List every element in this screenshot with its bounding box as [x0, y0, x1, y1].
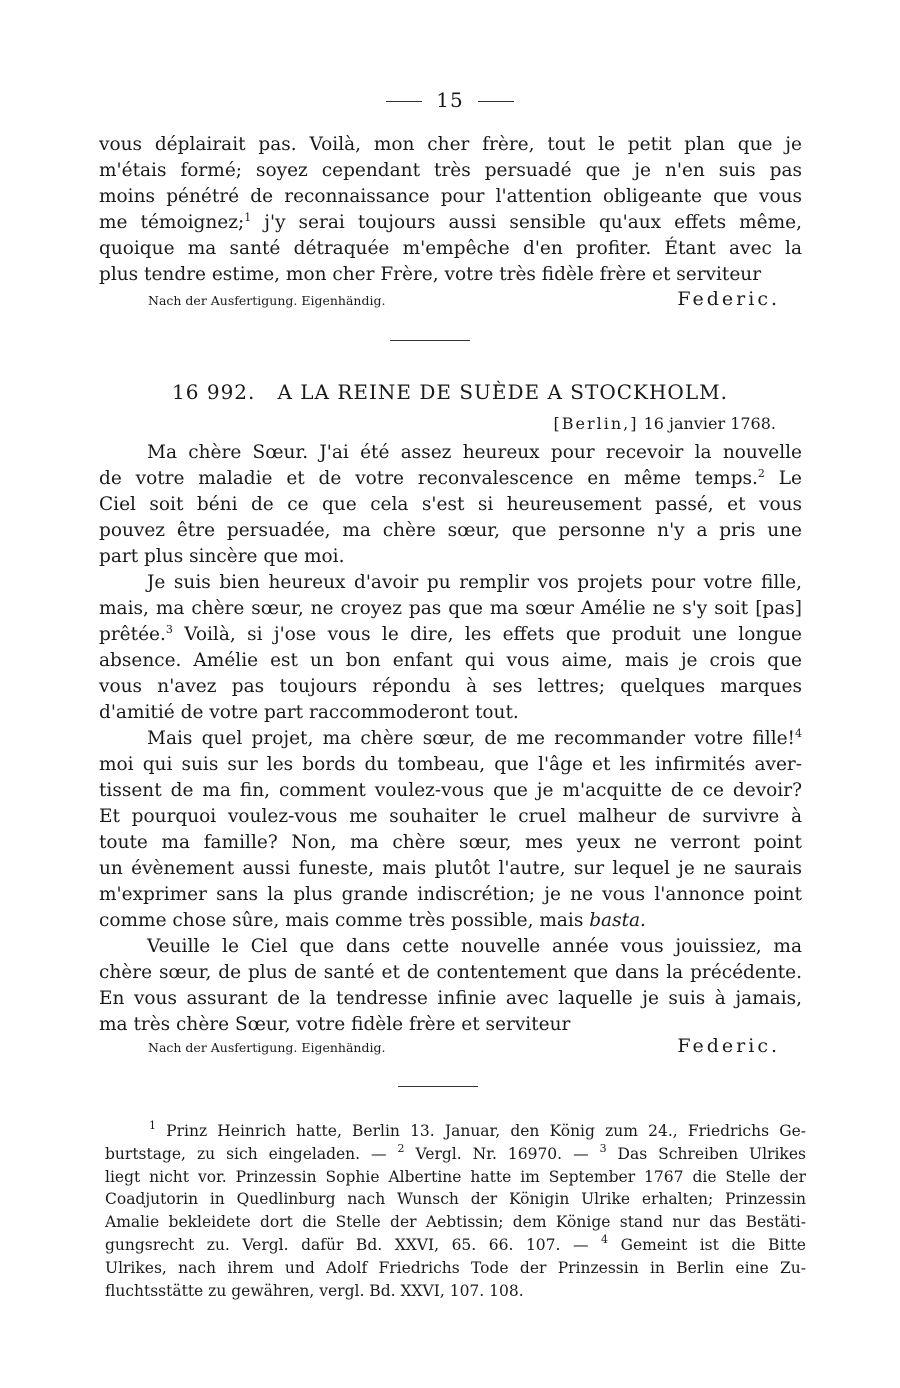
- footnote-ref: 4: [795, 727, 802, 740]
- letter2-source-row: [148, 1035, 780, 1057]
- text-line: chère sœur, de plus de santé et de contentement que dans la précédente.: [99, 962, 802, 983]
- separator-rule: [398, 1086, 478, 1087]
- text-line: ma très chère Sœur, votre fidèle frère et serviteur: [99, 1014, 571, 1035]
- footnote-mark: 1: [149, 1119, 156, 1132]
- letter-number: 16 992.: [172, 380, 256, 404]
- text-line: de votre maladie et de votre reconvalescence en même temps.$^2$ Le: [99, 467, 802, 489]
- footnote-mark: 2: [397, 1141, 405, 1155]
- footnote-ref: 1: [244, 211, 252, 224]
- text-line: comme chose sûre, mais comme très possible, mais basta.: [99, 910, 646, 931]
- text-line: m'exprimer sans la plus grande indiscrétion; je ne vous l'annonce point: [99, 884, 802, 905]
- footnote-mark: 4: [601, 1232, 609, 1246]
- letter1-text: [99, 132, 802, 288]
- text-line: Veuille le Ciel que dans cette nouvelle année vous jouissiez, ma: [147, 936, 802, 957]
- text-line: absence. Amélie est un bon enfant qui vous aime, mais je crois que: [99, 650, 802, 671]
- italic-word: basta.: [589, 910, 646, 931]
- page-number: 15: [436, 88, 464, 112]
- footnotes: [105, 1120, 806, 1302]
- header-dash-right: [478, 101, 514, 102]
- footnote-line: fluchtsstätte zu gewähren, vergl. Bd. XXVI, 107. 108.: [105, 1281, 524, 1300]
- text-line: Mais quel projet, ma chère sœur, de me recommander votre fille!$^4$: [147, 727, 802, 749]
- header-dash-left: [386, 101, 422, 102]
- text-line: d'amitié de votre part raccommoderont tout.: [99, 702, 519, 723]
- letter1-source-row: [148, 288, 780, 310]
- footnote-ref: 2: [757, 467, 765, 480]
- letter2-text: [99, 440, 802, 1038]
- text-line: moins pénétré de reconnaissance pour l'attention obligeante que vous: [99, 186, 802, 207]
- text-line: Et pourquoi voulez-vous me souhaiter le cruel malheur de survivre à: [99, 806, 802, 827]
- letter-title: A LA REINE DE SUÈDE A STOCKHOLM.: [277, 380, 728, 404]
- footnote-line: gungsrecht zu. Vergl. dafür Bd. XXVI, 65. 66. 107. — $^4$ Gemeint ist die Bitte: [105, 1232, 806, 1254]
- dateline: [554, 414, 777, 433]
- text-line: mais, ma chère sœur, ne croyez pas que ma sœur Amélie ne s'y soit [pas]: [99, 598, 802, 619]
- text-line: Ma chère Sœur. J'ai été assez heureux pour recevoir la nouvelle: [147, 442, 802, 463]
- source-note: Nach der Ausfertigung. Eigenhändig.: [148, 1040, 386, 1055]
- footnote-line: burtstage, zu sich eingeladen. — $^2$ Vergl. Nr. 16970. — $^3$ Das Schreiben Ulrikes: [105, 1141, 806, 1163]
- text-line: Ciel soit béni de ce que cela s'est si heureusement passé, et vous: [99, 494, 802, 515]
- date-place: [Berlin,]: [553, 414, 639, 433]
- text-line: Je suis bien heureux d'avoir pu remplir vos projets pour votre fille,: [147, 572, 802, 593]
- footnote-mark: 3: [599, 1141, 607, 1155]
- text-line: tissent de ma fin, comment voulez-vous que je m'acquitte de ce devoir?: [99, 780, 802, 801]
- text-line: vous n'avez pas toujours répondu à ses lettres; quelques marques: [99, 676, 802, 697]
- text-line: moi qui suis sur les bords du tombeau, que l'âge et les infirmités aver-: [99, 754, 802, 775]
- text-line: quoique ma santé détraquée m'empêche d'en profiter. Étant avec la: [99, 238, 802, 259]
- footnote-line: Coadjutorin in Quedlinburg nach Wunsch der Königin Ulrike erhalten; Prinzessin: [105, 1190, 806, 1209]
- signature: Federic.: [677, 1035, 780, 1057]
- footnote-line: Ulrikes, nach ihrem und Adolf Friedrichs Tode der Prinzessin in Berlin eine Zu-: [105, 1258, 806, 1277]
- signature: Federic.: [677, 288, 780, 310]
- text-line: m'étais formé; soyez cependant très persuadé que je n'en suis pas: [99, 160, 802, 181]
- text-line: part plus sincère que moi.: [99, 546, 345, 567]
- footnote-line: $^1$ Prinz Heinrich hatte, Berlin 13. Januar, den König zum 24., Friedrichs Ge-: [149, 1119, 806, 1140]
- footnote-line: Amalie bekleidete dort die Stelle der Aebtissin; dem Könige stand nur das Bestäti-: [105, 1213, 806, 1232]
- text-line: toute ma famille? Non, ma chère sœur, mes yeux ne verront point: [99, 832, 802, 853]
- separator-rule: [390, 340, 470, 341]
- footnote-line: liegt nicht vor. Prinzessin Sophie Albertine hatte im September 1767 die Stelle der: [105, 1167, 806, 1186]
- date: 16 janvier 1768.: [643, 414, 776, 433]
- text-line: prêtée.$^3$ Voilà, si j'ose vous le dire, les effets que produit une longue: [99, 623, 802, 645]
- text-line: un évènement aussi funeste, mais plutôt l'autre, sur lequel je ne saurais: [99, 858, 802, 879]
- source-note: Nach der Ausfertigung. Eigenhändig.: [148, 293, 386, 308]
- footnote-ref: 3: [165, 623, 173, 636]
- text-line: me témoignez;$^1$ j'y serai toujours aussi sensible qu'aux effets même,: [99, 211, 802, 233]
- text-line: En vous assurant de la tendresse infinie avec laquelle je suis à jamais,: [99, 988, 802, 1009]
- text-line: plus tendre estime, mon cher Frère, votre très fidèle frère et serviteur: [99, 264, 762, 285]
- text-line: pouvez être persuadée, ma chère sœur, que personne n'y a pris une: [99, 520, 802, 541]
- page-number-header: [0, 88, 900, 112]
- text-line: vous déplairait pas. Voilà, mon cher frère, tout le petit plan que je: [99, 134, 802, 155]
- letter-heading: [0, 380, 900, 404]
